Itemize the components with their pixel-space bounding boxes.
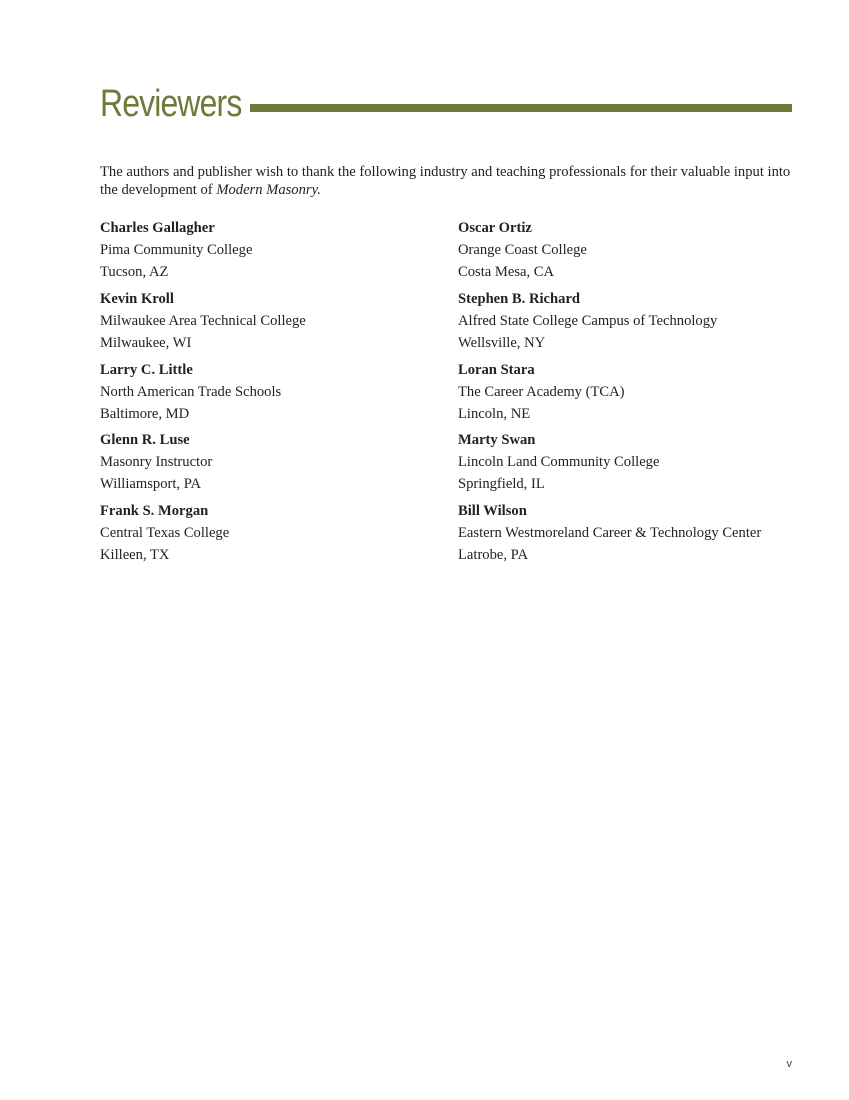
reviewer-name: Charles Gallagher bbox=[100, 220, 215, 236]
reviewer-location: Wellsville, NY bbox=[458, 334, 546, 351]
reviewer-entry bbox=[100, 429, 440, 500]
reviewer-location: Lincoln, NE bbox=[458, 405, 531, 422]
reviewer-name: Bill Wilson bbox=[458, 503, 527, 520]
reviewer-organization: North American Trade Schools bbox=[100, 383, 282, 400]
reviewer-location: Latrobe, PA bbox=[458, 547, 528, 564]
reviewer-column-right bbox=[458, 217, 798, 571]
reviewer-organization: The Career Academy (TCA) bbox=[458, 383, 625, 400]
reviewer-location: Costa Mesa, CA bbox=[458, 264, 555, 280]
reviewer-entry bbox=[100, 217, 440, 288]
reviewer-organization: Masonry Instructor bbox=[100, 454, 213, 471]
page-number: v bbox=[786, 1058, 792, 1070]
reviewer-name: Stephen B. Richard bbox=[458, 290, 581, 307]
reviewer-entry bbox=[100, 500, 440, 571]
reviewer-entry bbox=[458, 359, 798, 430]
reviewer-location: Killeen, TX bbox=[100, 547, 170, 564]
reviewer-entry bbox=[458, 500, 798, 571]
reviewer-organization: Central Texas College bbox=[100, 525, 230, 542]
reviewer-organization: Orange Coast College bbox=[458, 242, 587, 258]
reviewer-name: Oscar Ortiz bbox=[458, 220, 532, 236]
book-title: Modern Masonry. bbox=[216, 182, 321, 198]
section-header bbox=[100, 80, 792, 128]
reviewer-organization: Lincoln Land Community College bbox=[458, 454, 660, 471]
reviewer-location: Springfield, IL bbox=[458, 476, 545, 493]
reviewer-entry bbox=[100, 288, 440, 359]
reviewer-organization: Pima Community College bbox=[100, 242, 253, 258]
reviewer-name: Marty Swan bbox=[458, 432, 536, 449]
reviewer-location: Baltimore, MD bbox=[100, 405, 190, 422]
intro-text: The authors and publisher wish to thank the following industry and teaching professionals for their valuable input into the development of bbox=[100, 164, 791, 198]
reviewer-organization: Milwaukee Area Technical College bbox=[100, 312, 306, 329]
reviewer-name: Glenn R. Luse bbox=[100, 432, 190, 449]
reviewer-organization: Eastern Westmoreland Career & Technology Center bbox=[458, 525, 762, 542]
reviewer-location: Milwaukee, WI bbox=[100, 334, 192, 351]
page-title: Reviewers bbox=[100, 83, 242, 125]
title-rule bbox=[250, 104, 792, 112]
reviewer-name: Larry C. Little bbox=[100, 361, 193, 378]
reviewer-organization: Alfred State College Campus of Technology bbox=[458, 312, 718, 329]
intro-paragraph bbox=[100, 163, 800, 199]
reviewer-column-left bbox=[100, 217, 440, 571]
reviewer-entry bbox=[458, 288, 798, 359]
reviewer-entry bbox=[100, 359, 440, 430]
reviewer-location: Williamsport, PA bbox=[100, 476, 202, 493]
reviewer-entry bbox=[458, 217, 798, 288]
reviewer-entry bbox=[458, 429, 798, 500]
reviewer-name: Frank S. Morgan bbox=[100, 503, 209, 520]
reviewer-name: Kevin Kroll bbox=[100, 290, 174, 307]
reviewer-location: Tucson, AZ bbox=[100, 264, 169, 280]
reviewer-name: Loran Stara bbox=[458, 361, 535, 378]
